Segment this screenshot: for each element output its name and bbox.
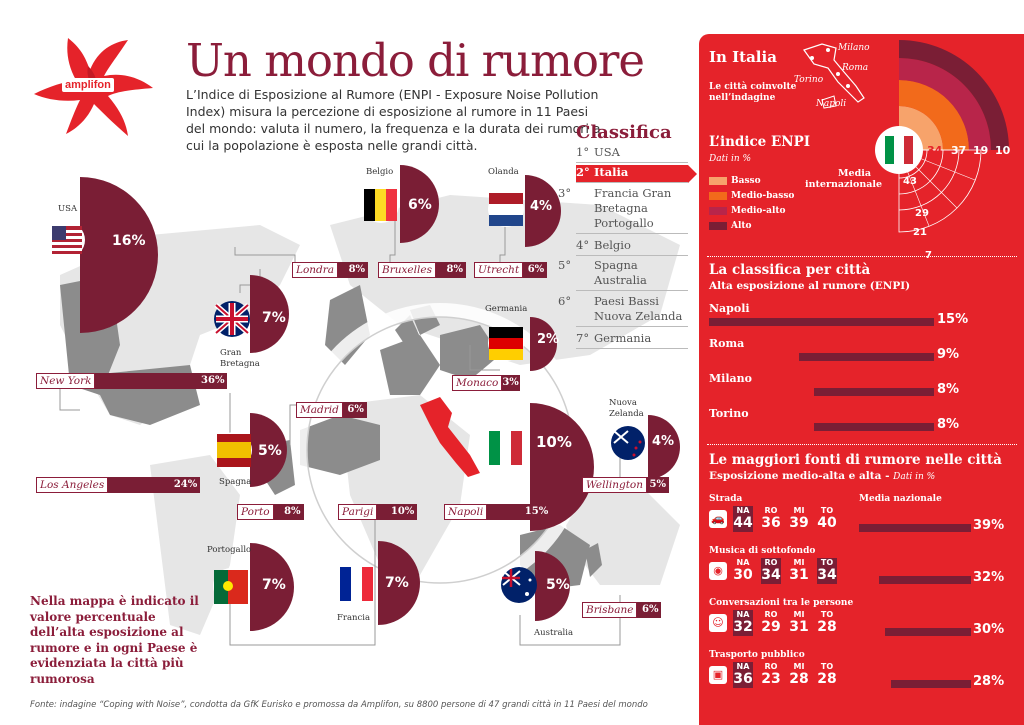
- enpi-it-medio-basso: 37: [951, 144, 967, 157]
- enpi-media-alto: 7: [925, 250, 932, 261]
- media-nazionale-bar: [859, 524, 971, 532]
- city-code-value: NA 36: [733, 662, 753, 687]
- page-title: Un mondo di rumore: [186, 34, 645, 87]
- city-rank-subtitle: Alta esposizione al rumore (ENPI): [709, 280, 911, 292]
- city-code-value: TO 28: [817, 662, 837, 687]
- enpi-media-basso: 43: [903, 176, 917, 187]
- rank-item-2: 2° Italia: [576, 165, 688, 183]
- country-value-francia: 7%: [385, 575, 409, 591]
- city-code-value: RO 29: [761, 610, 781, 635]
- rank-item-5: 5° Spagna Australia: [576, 258, 688, 291]
- country-label-gran-bretagna: Gran Bretagna: [220, 348, 260, 369]
- car-icon: 🚗: [709, 510, 727, 528]
- city-code-value: TO 28: [817, 610, 837, 635]
- italy-panel: [699, 34, 1024, 725]
- country-label-germania: Germania: [485, 304, 528, 314]
- separator: [707, 444, 1017, 445]
- speaker-icon: ◉: [709, 562, 727, 580]
- legend-medio-basso: Medio-basso: [731, 191, 795, 201]
- city-rank-label: Napoli: [709, 302, 750, 315]
- country-value-australia: 5%: [546, 577, 570, 593]
- intro-text: L’Indice di Esposizione al Rumore (ENPI - Exposure Noise Pollution Index) misura la percezione di esposizione al rumore in 11 Paesi del mondo: valuta il numero, la frequenza e la durata dei rumori a cui la popolazione è esposta nelle grandi città.: [186, 87, 601, 153]
- country-label-olanda: Olanda: [488, 167, 519, 177]
- city-code-value: MI 31: [789, 558, 809, 583]
- legend-swatch-medio-alto: [709, 207, 727, 215]
- city-code-value: RO 36: [761, 506, 781, 531]
- brand-name: amplifon: [62, 78, 114, 92]
- city-rank-bar: [814, 423, 934, 431]
- city-code-value: MI 31: [789, 610, 809, 635]
- city-tag-new-york: New York 36%: [36, 373, 227, 389]
- country-label-australia: Australia: [534, 628, 574, 638]
- media-nazionale-value: 32%: [973, 570, 1005, 585]
- media-nazionale-bar: [879, 576, 971, 584]
- country-label-francia: Francia: [337, 613, 371, 623]
- city-tag-monaco: Monaco 3%: [452, 375, 520, 391]
- country-label-usa: USA: [58, 204, 78, 214]
- country-value-spagna: 5%: [258, 443, 282, 459]
- rank-arrow-icon: [688, 165, 697, 183]
- people-icon: ☺: [709, 614, 727, 632]
- legend-basso: Basso: [731, 176, 761, 186]
- amplifon-logo: [28, 30, 158, 140]
- country-value-belgio: 6%: [408, 197, 432, 213]
- city-rank-value: 8%: [937, 417, 960, 432]
- mini-map-roma: Roma: [842, 63, 869, 73]
- city-rank-title: La classifica per città: [709, 262, 871, 278]
- italia-subtitle: Le città coinvolte nell’indagine: [709, 82, 797, 103]
- city-tag-napoli: Napoli 15%: [444, 504, 551, 520]
- rank-item-4: 4° Belgio: [576, 238, 688, 256]
- city-tag-wellington: Wellington 5%: [582, 477, 669, 493]
- country-value-italia: 10%: [536, 433, 572, 451]
- fonte-label: Musica di sottofondo: [709, 546, 816, 556]
- bus-icon: ▣: [709, 666, 727, 684]
- city-rank-value: 8%: [937, 382, 960, 397]
- media-nazionale-value: 39%: [973, 518, 1005, 533]
- country-label-portogallo: Portogallo: [207, 545, 252, 555]
- enpi-it-alto: 10: [995, 144, 1011, 157]
- legend-swatch-medio-basso: [709, 192, 727, 200]
- media-nazionale-bar: [891, 680, 971, 688]
- country-value-nuova-zelanda: 4%: [652, 434, 675, 449]
- enpi-subtitle: Dati in %: [709, 154, 752, 164]
- legend-alto: Alto: [731, 221, 752, 231]
- city-code-value: NA 32: [733, 610, 753, 635]
- separator: [707, 256, 1017, 257]
- city-tag-madrid: Madrid 6%: [296, 402, 367, 418]
- city-tag-bruxelles: Bruxelles 8%: [378, 262, 466, 278]
- legend-swatch-basso: [709, 177, 727, 185]
- enpi-media-medio-basso: 29: [915, 208, 929, 219]
- city-tag-porto: Porto 8%: [237, 504, 304, 520]
- country-value-germania: 2%: [537, 332, 560, 347]
- fonte-label: Conversazioni tra le persone: [709, 598, 854, 608]
- city-tag-londra: Londra 8%: [292, 262, 368, 278]
- city-code-value: RO 23: [761, 662, 781, 687]
- country-label-nuova-zelanda: Nuova Zelanda: [609, 398, 644, 419]
- media-nazionale-value: 28%: [973, 674, 1005, 689]
- legend-swatch-alto: [709, 222, 727, 230]
- rank-item-6: 6° Paesi Bassi Nuova Zelanda: [576, 294, 688, 327]
- city-tag-los-angeles: Los Angeles 24%: [36, 477, 200, 493]
- rank-item-3: 3° Francia Gran Bretagna Portogallo: [576, 186, 688, 234]
- city-rank-value: 15%: [937, 312, 969, 327]
- city-rank-bar: [709, 318, 934, 326]
- enpi-it-basso: 34: [927, 144, 943, 157]
- classifica-title: Classifica: [576, 122, 672, 143]
- city-rank-label: Milano: [709, 372, 752, 385]
- media-nazionale-bar: [885, 628, 971, 636]
- enpi-media-medio-alto: 21: [913, 227, 927, 238]
- fonte-label: Trasporto pubblico: [709, 650, 805, 660]
- city-tag-parigi: Parigi 10%: [338, 504, 417, 520]
- mini-map-torino: Torino: [794, 75, 824, 85]
- city-rank-value: 9%: [937, 347, 960, 362]
- enpi-it-medio-alto: 19: [973, 144, 989, 157]
- country-value-olanda: 4%: [530, 199, 553, 214]
- enpi-title: L’indice ENPI: [709, 134, 811, 150]
- map-note: Nella mappa è indicato il valore percentuale dell’alta esposizione al rumore e in ogni Paese è evidenziata la città più rumorosa: [30, 594, 199, 686]
- city-rank-bar: [799, 353, 934, 361]
- city-code-value: MI 28: [789, 662, 809, 687]
- city-code-value: TO 40: [817, 506, 837, 531]
- rank-item-7: 7° Germania: [576, 331, 688, 349]
- media-nazionale-value: 30%: [973, 622, 1005, 637]
- city-rank-bar: [814, 388, 934, 396]
- city-code-value: MI 39: [789, 506, 809, 531]
- country-value-usa: 16%: [112, 233, 146, 249]
- country-label-spagna: Spagna: [219, 477, 252, 487]
- fonti-subtitle: Esposizione medio-alta e alta - Dati in %: [709, 470, 936, 482]
- fonti-title: Le maggiori fonti di rumore nelle città: [709, 452, 1002, 468]
- country-value-gran-bretagna: 7%: [262, 310, 286, 326]
- city-code-value: NA 30: [733, 558, 753, 583]
- media-internazionale-label: Media internazionale: [805, 168, 883, 190]
- media-nazionale-label: Media nazionale: [859, 494, 942, 504]
- rank-item-1: 1° USA: [576, 145, 688, 163]
- country-value-portogallo: 7%: [262, 577, 286, 593]
- footer-source: Fonte: indagine “Coping with Noise”, condotta da GfK Eurisko e promossa da Amplifon, su 8800 persone di 47 grandi città in 11 Paesi del mondo: [30, 700, 648, 710]
- city-rank-label: Roma: [709, 337, 745, 350]
- legend-medio-alto: Medio-alto: [731, 206, 786, 216]
- mini-map-napoli: Napoli: [816, 99, 847, 109]
- city-code-value: RO 34: [761, 558, 781, 583]
- mini-map-milano: Milano: [838, 43, 870, 53]
- city-tag-utrecht: Utrecht 6%: [474, 262, 547, 278]
- country-label-belgio: Belgio: [366, 167, 394, 177]
- fonte-label: Strada: [709, 494, 743, 504]
- city-code-value: NA 44: [733, 506, 753, 531]
- city-rank-label: Torino: [709, 407, 749, 420]
- italia-title: In Italia: [709, 48, 777, 66]
- city-tag-brisbane: Brisbane 6%: [582, 602, 661, 618]
- city-code-value: TO 34: [817, 558, 837, 583]
